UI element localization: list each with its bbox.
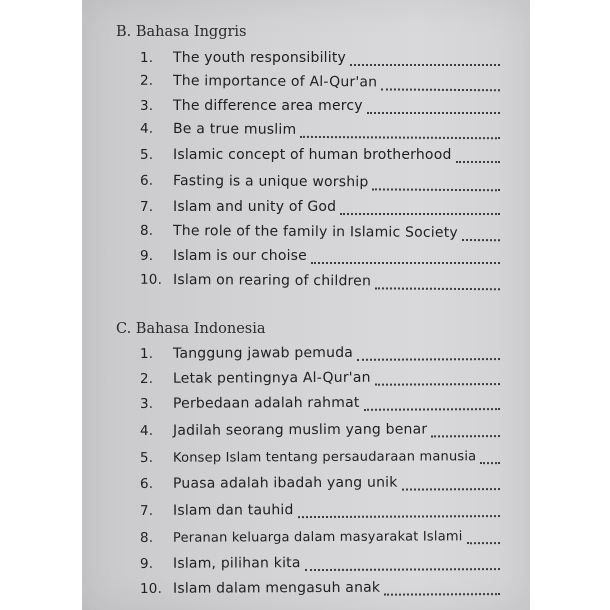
leader-dots bbox=[340, 211, 500, 215]
leader-dots bbox=[402, 486, 500, 491]
section-title-indonesian: C. Bahasa Indonesia bbox=[116, 321, 266, 337]
list-item bbox=[140, 73, 500, 98]
item-number: 1. bbox=[140, 50, 154, 66]
list-item bbox=[140, 50, 500, 72]
item-number: 4. bbox=[139, 422, 154, 439]
list-item bbox=[140, 474, 500, 498]
list-item bbox=[140, 248, 500, 270]
list-item bbox=[140, 528, 500, 552]
item-title: The importance of Al-Qur'an bbox=[172, 72, 378, 91]
list-item bbox=[140, 121, 500, 146]
item-number: 4. bbox=[139, 120, 154, 137]
list-item bbox=[140, 448, 500, 472]
leader-dots bbox=[305, 566, 500, 571]
leader-dots bbox=[300, 134, 500, 139]
item-number: 6. bbox=[139, 172, 154, 189]
leader-dots bbox=[467, 540, 500, 544]
leader-dots bbox=[298, 513, 500, 518]
item-title: The role of the family in Islamic Society bbox=[172, 222, 458, 241]
item-title: Perbedaan adalah rahmat bbox=[172, 394, 360, 412]
list-item bbox=[140, 272, 500, 297]
list-item bbox=[140, 579, 500, 603]
item-number: 7. bbox=[139, 502, 154, 519]
leader-dots bbox=[456, 159, 500, 163]
item-title: Fasting is a unique worship bbox=[172, 172, 369, 191]
leader-dots bbox=[350, 62, 500, 66]
item-number: 3. bbox=[140, 98, 154, 114]
leader-dots bbox=[367, 110, 500, 114]
list-item bbox=[140, 199, 500, 221]
item-title: Puasa adalah ibadah yang unik bbox=[172, 474, 398, 492]
leader-dots bbox=[375, 381, 500, 386]
section-title-english: B. Bahasa Inggris bbox=[116, 24, 247, 40]
item-number: 1. bbox=[139, 345, 154, 362]
leader-dots bbox=[381, 86, 500, 91]
item-number: 9. bbox=[140, 248, 154, 264]
item-title: Letak pentingnya Al-Qur'an bbox=[172, 369, 371, 387]
item-title: Islamic concept of human brotherhood bbox=[173, 147, 452, 163]
item-number: 6. bbox=[139, 475, 154, 492]
list-item bbox=[140, 554, 500, 578]
item-title: Tanggung jawab pemuda bbox=[172, 344, 354, 362]
leader-dots bbox=[462, 237, 500, 241]
item-number: 2. bbox=[139, 370, 154, 387]
item-title: Konsep Islam tentang persaudaraan manusia bbox=[172, 449, 477, 466]
item-number: 10. bbox=[139, 580, 163, 597]
item-number: 7. bbox=[140, 199, 154, 215]
item-number: 9. bbox=[139, 555, 154, 572]
item-title: Islam is our choise bbox=[173, 248, 307, 264]
item-title: Jadilah seorang muslim yang benar bbox=[172, 421, 428, 439]
item-number: 8. bbox=[139, 222, 154, 239]
list-item bbox=[140, 223, 500, 248]
list-item bbox=[140, 173, 500, 198]
item-number: 2. bbox=[139, 72, 154, 89]
leader-dots bbox=[372, 186, 500, 191]
item-title: Islam dan tauhid bbox=[172, 502, 294, 519]
leader-dots bbox=[431, 433, 500, 437]
leader-dots bbox=[311, 260, 500, 264]
list-item bbox=[140, 421, 500, 445]
item-title: Islam and unity of God bbox=[173, 199, 337, 215]
list-item bbox=[140, 501, 500, 525]
leader-dots bbox=[480, 460, 500, 464]
item-title: The difference area mercy bbox=[173, 98, 363, 114]
item-number: 8. bbox=[139, 529, 154, 546]
leader-dots bbox=[375, 285, 500, 290]
item-title: Islam dalam mengasuh anak bbox=[172, 579, 381, 597]
list-item bbox=[140, 344, 500, 368]
item-title: The youth responsibility bbox=[173, 50, 347, 66]
item-title: Be a true muslim bbox=[172, 120, 297, 138]
leader-dots bbox=[364, 406, 500, 411]
list-item bbox=[140, 98, 500, 120]
item-number: 3. bbox=[139, 395, 154, 412]
item-title: Islam, pilihan kita bbox=[172, 555, 301, 572]
item-number: 5. bbox=[140, 147, 154, 163]
list-item bbox=[140, 147, 500, 169]
item-number: 10. bbox=[139, 271, 163, 288]
list-item bbox=[140, 394, 500, 418]
item-number: 5. bbox=[139, 449, 154, 466]
leader-dots bbox=[357, 356, 500, 361]
item-title: Peranan keluarga dalam masyarakat Islami bbox=[172, 529, 463, 546]
list-item bbox=[140, 369, 500, 393]
leader-dots bbox=[384, 591, 500, 596]
item-title: Islam on rearing of children bbox=[172, 271, 372, 290]
